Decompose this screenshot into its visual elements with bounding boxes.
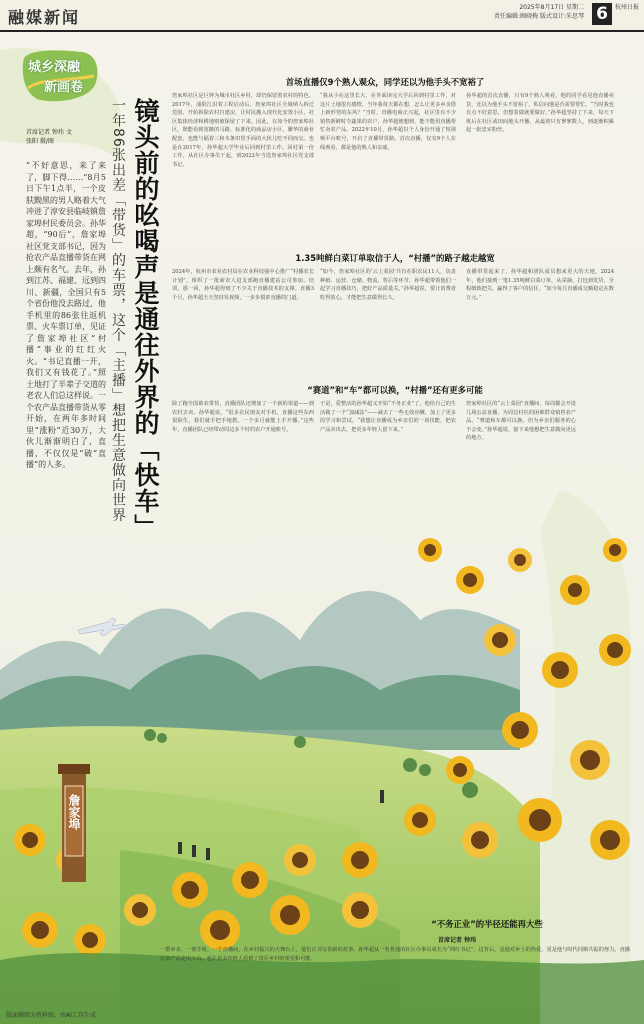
illustration-note: 版面插图为资料图，由AI工具生成 xyxy=(6,1012,96,1019)
byline-author: 首席记者 钟玮 文 xyxy=(26,129,72,136)
badge-line1: 城乡深融 xyxy=(28,60,81,75)
main-title: 镜头前的吆喝声是通往外界的「快车」 xyxy=(131,98,160,540)
byline xyxy=(26,128,112,146)
section-3-col-3: 詹家埠社区的“云上菜园”直播间，每周都会开设几场公益直播，为周边村社的困难群众销售农产品。“赛道和车都可以换，但为乡亲们服务的心不会变。”孙华超说，接下来他想把生意做向更远的地方。 xyxy=(466,401,576,442)
series-badge xyxy=(22,48,100,104)
issue-editors: 责任编辑:顾晓梅 版式设计:朱思琴 xyxy=(494,13,584,20)
section-2-col-1: 2024年，杭州市农业农村局在农业科技强中心推广“村播农长计划”，组织了一批新农人进支部跑直播建站公司参加、培训。那一回，孙华超得到了不少关于直播技术的支撑。直播3个月，孙华超天天坚持发视频，一步步摸索直播的门道。 xyxy=(172,269,314,301)
section-1-col-2: “我从小在这里长大，在外面读完大学后回到村里工作，对这片土地很有感情。当年我每天都在想，怎么让更多乡亲借上新形势的东风？”当时，直播电商正兴起，社区里有不少销售新鲜时令蔬果的农户，孙华超便想到，能不能用直播帮忙卖农产品。2022年10月，孙华超以个人身份开通了短视频平台账号，开启了直播带货路。首次直播，仅有9个人在线观看，都是他的熟人和亲戚。 xyxy=(320,93,456,151)
intro-text: “不好意思，来了来了，脚下得……”8月5日下午1点半，一个皮肤黝黑的男人略着大气冲进了淳安县临岐镇詹家埠村民委员会。孙华超，“90后”，詹家埠社区党支部书记，因为抢农产品直播带货在网上颇有名气。去年，孙到江苏、福建、远到四川、新疆，全国只有5个省份他没去路过，他手机里的86张往返机票、火车票订单，见证了詹家埠社区“村播”事业的红红火火。“书记直播一开，我们又有钱花了。”照土地打了半辈子交道的老农人们总这样说。一个农产品直播带货从零开始，在两年多时间里“涨粉”近30万，大伙儿渐渐明白了，直播，不仅仅是“破“直播”的人多。 xyxy=(26,161,106,469)
section-1-col-3: 孙华超的首次直播，只有9个熟人观看，他的同学看见他直播卖货，还以为他手头不宽裕了，私信问他是否需要帮忙。“当时我也有点不好意思，但想着做就要做好。”孙华超坚持了下来，每天下班后在社区或田间地头开播，从最初只有寥寥数人，到逐渐积累起一批忠实粉丝。 xyxy=(466,93,614,134)
section-2-col-2: “如今，詹家埠社区的‘云上菜园’共有在职农民11人，负责种植、运营、仓储、物流、售后等环节。孙华超带领他们一起学习直播技巧，把好产品质量关。”孙华超说，要让消费者吃得放心，才能把生意做得长久。 xyxy=(320,269,456,301)
page-number: 6 xyxy=(592,3,612,25)
sub-title: 一年86张出差「带货」的车票，这个「主播」想把生意做向世界 xyxy=(110,98,126,523)
bottom-subhead: “不务正业”的半径还能再大些 xyxy=(431,919,543,929)
byline-photo: 张阳 摄/图 xyxy=(26,138,54,145)
issue-date: 2025年8月17日 星期二 xyxy=(519,4,584,11)
stamp-text: 詹家埠 xyxy=(67,794,81,830)
page-header xyxy=(0,0,644,32)
section-name: 融媒新闻 xyxy=(8,8,81,27)
section-2-subhead: 1.35吨鲜白菜订单取信于人，“村播”的路子越走越宽 xyxy=(295,253,495,263)
village-stamp xyxy=(52,760,94,890)
badge-line2: 新画卷 xyxy=(44,80,84,95)
section-3-subhead: “赛道”和“车”都可以换，“村播”还有更多可能 xyxy=(307,385,483,395)
section-3-col-1: 除了跑全国助农带货，直播团队还增加了一个新的渠道——到农村去卖。孙华超说，“很多农民朋友对手机、直播这些东西很陌生，我们就手把手地教，一个多月就能上手开播。”这些年，直播团队已经带动周边多个村的农户开通账号。 xyxy=(172,401,314,433)
section-3-col-2: 于是，爱整活的孙华超又开始“不务正业”了，他给自己的生活做了一个“加减法”——减去了一些无效应酬，加上了更多的学习和尝试。“我想让直播成为乡亲们的一项技能，把农产品卖出去，把更多年轻人留下来。” xyxy=(320,401,456,433)
bottom-byline: 首席记者 钟玮 xyxy=(438,937,477,944)
section-1-col-1: 詹家埠社区是巨钟为城市社区乡村，却仍保留着农村的特色。2017年，浦阳江沿着工程启动后，詹家埠社区全域纳入拆迁范围，开始拆除农村自建房，让村民搬入现代化安置小区，社区集体经济和耕地则被保留了下来。因此，在如今的詹家埠社区，既能看到宽敞的马路、标准化的商品房小区，繁华的商业配套，也能与隔着三和木条田里手面的大伙儿吃不同而交。也是在2017年，孙华超大学毕业后回到村里工作。回村第一份工作，从社区办事员干起，到2022年当选詹家埠社区党支部书记。 xyxy=(172,93,314,168)
section-1-subhead: 首场直播仅9个熟人观众，同学还以为他手头不宽裕了 xyxy=(285,77,485,87)
issue-info xyxy=(494,3,584,21)
masthead: 杭州日报 xyxy=(614,4,639,11)
bottom-body: 一群乡亲、一部手机、一个直播间，在乡村振兴的大舞台上，他们正书写着新的故事。孙华超从一名普通的社区办事员成长为“网红书记”，这背后，是他对乡土的热爱，更是他与时代同频共振的努力。直播让农产品走出大山，也让更多年轻人看到了留在乡村的希望和可能。 xyxy=(160,947,630,962)
section-2-col-3: 直播带货起来了，孙华超和团队成员想来更大的天地，2024年，他们接到一笔1.35吨鲜白菜订单，从采摘、打包到发货，全程细致把关，赢得了客户的信任。“如今每月直播成交额稳定在数万元。” xyxy=(466,269,614,301)
